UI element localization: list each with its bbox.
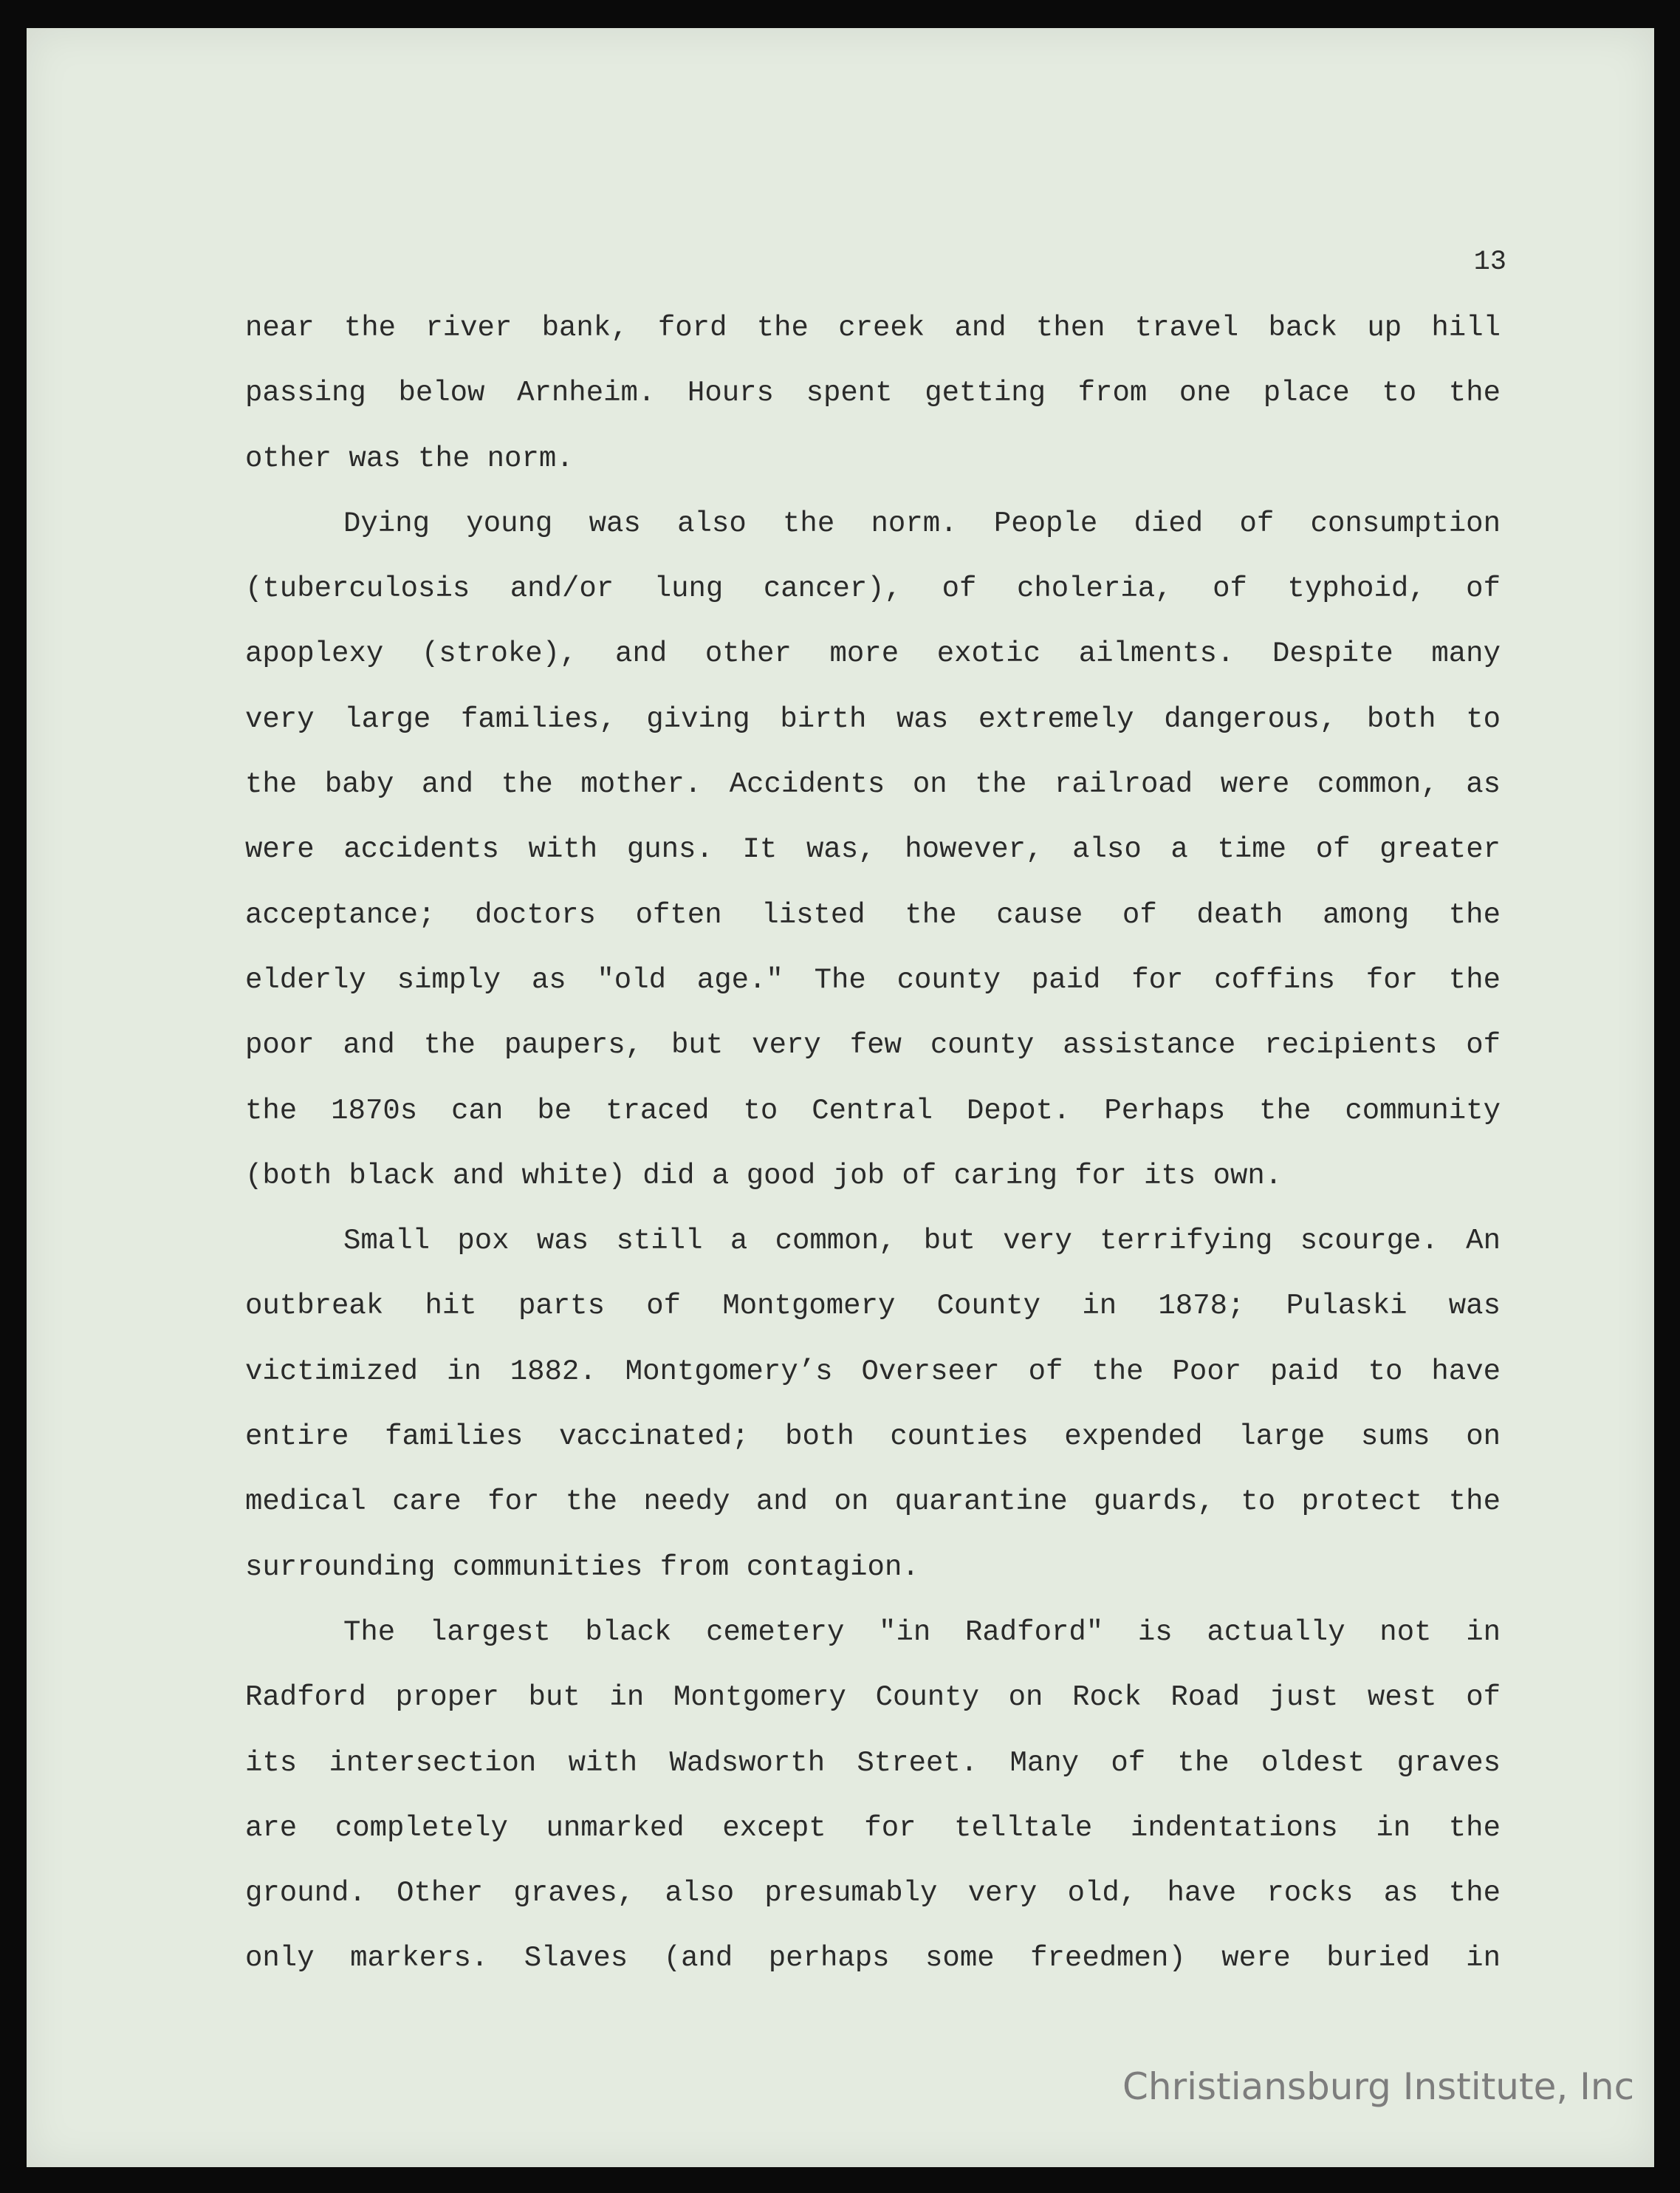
text-line: medical care for the needy and on quarantine guards, to protect the	[245, 1485, 1501, 1519]
text-line: Dying young was also the norm. People died of consumption	[343, 507, 1501, 540]
text-line: The largest black cemetery "in Radford" is actually not in	[343, 1615, 1501, 1649]
text-line: (tuberculosis and/or lung cancer), of choleria, of typhoid, of	[245, 572, 1501, 606]
text-line: the 1870s can be traced to Central Depot. Perhaps the community	[245, 1094, 1501, 1127]
text-line: Radford proper but in Montgomery County on Rock Road just west of	[245, 1681, 1501, 1714]
text-line: were accidents with guns. It was, however, also a time of greater	[245, 833, 1501, 866]
text-line: elderly simply as "old age." The county paid for coffins for the	[245, 963, 1501, 996]
text-line: passing below Arnheim. Hours spent getting from one place to the	[245, 377, 1501, 410]
page-number: 13	[1473, 247, 1506, 278]
text-line: surrounding communities from contagion.	[245, 1550, 919, 1584]
text-line: (both black and white) did a good job of caring for its own.	[245, 1159, 1283, 1192]
text-line: the baby and the mother. Accidents on the railroad were common, as	[245, 768, 1501, 801]
text-line: are completely unmarked except for telltale indentations in the	[245, 1811, 1501, 1844]
text-line: poor and the paupers, but very few county assistance recipients of	[245, 1029, 1501, 1062]
text-line: its intersection with Wadsworth Street. Many of the oldest graves	[245, 1746, 1501, 1779]
body-text	[245, 310, 1501, 2006]
text-line: near the river bank, ford the creek and then travel back up hill	[245, 312, 1501, 344]
text-line: very large families, giving birth was extremely dangerous, both to	[245, 702, 1501, 736]
document-page	[27, 28, 1654, 2167]
text-line: victimized in 1882. Montgomery’s Overseer of the Poor paid to have	[245, 1355, 1501, 1388]
text-line: acceptance; doctors often listed the cause of death among the	[245, 898, 1501, 931]
text-line: outbreak hit parts of Montgomery County in 1878; Pulaski was	[245, 1290, 1501, 1323]
text-line: entire families vaccinated; both counties expended large sums on	[245, 1420, 1501, 1454]
watermark: Christiansburg Institute, Inc	[1122, 2065, 1635, 2108]
text-line: only markers. Slaves (and perhaps some freedmen) were buried in	[245, 1942, 1501, 1975]
text-line: Small pox was still a common, but very terrifying scourge. An	[343, 1225, 1501, 1258]
text-line: apoplexy (stroke), and other more exotic ailments. Despite many	[245, 637, 1501, 671]
text-line: other was the norm.	[245, 442, 574, 475]
text-line: ground. Other graves, also presumably very old, have rocks as the	[245, 1877, 1501, 1910]
